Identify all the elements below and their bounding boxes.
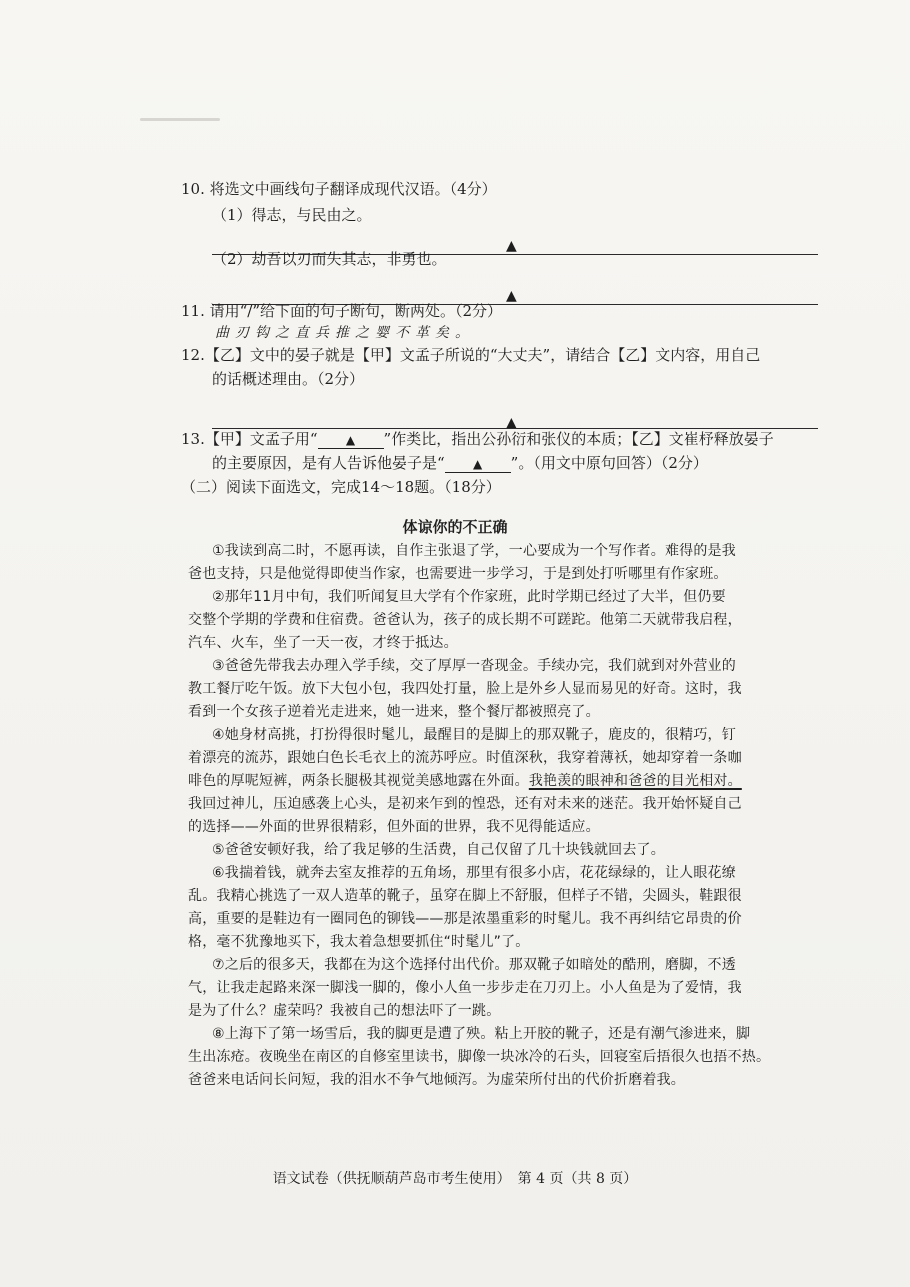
essay-line: 气，让我走起路来深一脚浅一脚的，像小人鱼一步步走在刀刃上。小人鱼是为了爱情，我	[188, 980, 742, 996]
essay-line: ⑤爸爸安顿好我，给了我足够的生活费，自己仅留了几十块钱就回去了。	[212, 842, 665, 858]
essay-line: 爸也支持，只是他觉得即使当作家，也需要进一步学习，于是到处打听哪里有作家班。	[188, 566, 728, 582]
question-13-line-1: 13.【甲】文孟子用“ ▲ ”作类比，指出公孙衍和张仪的本质；【乙】文崔杼释放晏子	[181, 430, 774, 448]
essay-line: ④她身材高挑，打扮得很时髦儿，最醒目的是脚上的那双靴子，鹿皮的，很精巧，钉	[212, 727, 736, 743]
essay-line: 乱。我精心挑选了一双人造革的靴子，虽穿在脚上不舒服，但样子不错，尖圆头，鞋跟很	[188, 888, 742, 904]
essay-line: 我回过神儿，压迫感袭上心头，是初来乍到的惶恐，还有对未来的迷茫。我开始怀疑自己	[188, 796, 742, 812]
essay-line: 啡色的厚呢短裤，两条长腿极其视觉美感地露在外面。我艳羡的眼神和爸爸的目光相对。	[188, 773, 742, 789]
essay-line: 着漂亮的流苏，跟她白色长毛衣上的流苏呼应。时值深秋，我穿着薄袄，她却穿着一条咖	[188, 750, 742, 766]
question-11-stem: 11. 请用“/”给下面的句子断句，断两处。（2分）	[181, 302, 503, 320]
essay-title: 体谅你的不正确	[402, 518, 508, 536]
blank-1: ▲	[318, 432, 384, 449]
underlined-sentence: 我艳羡的眼神和爸爸的目光相对。	[528, 773, 742, 789]
essay-line: 高，重要的是鞋边有一圈同色的铆钱——那是浓墨重彩的时髦儿。我不再纠结它昂贵的价	[188, 911, 742, 927]
question-10-part-1: （1）得志，与民由之。	[212, 206, 372, 224]
question-11-sentence: 曲刃钩之直兵推之婴不革矣。	[215, 325, 475, 341]
answer-marker-triangle: ▲	[506, 415, 517, 431]
section-2-heading: （二）阅读下面选文，完成14～18题。（18分）	[181, 478, 501, 496]
essay-line: 教工餐厅吃午饭。放下大包小包，我四处打量，脸上是外乡人显而易见的好奇。这时，我	[188, 681, 742, 697]
essay-line: 看到一个女孩子逆着光走进来，她一进来，整个餐厅都被照亮了。	[188, 704, 600, 720]
essay-line: 格，毫不犹豫地买下，我太着急想要抓住“时髦儿”了。	[188, 934, 530, 950]
question-13-line-2: 的主要原因，是有人告诉他晏子是“ ▲ ”。（用文中原句回答）（2分）	[212, 454, 708, 472]
question-12-line-2: 的话概述理由。（2分）	[212, 370, 365, 388]
question-10-part-2: （2）劫吾以刃而失其志，非勇也。	[212, 250, 447, 268]
essay-line: ⑧上海下了第一场雪后，我的脚更是遭了殃。粘上开胶的靴子，还是有潮气渗进来，脚	[212, 1026, 751, 1042]
essay-line: 爸爸来电话问长问短，我的泪水不争气地倾泻。为虚荣所付出的代价折磨着我。	[188, 1072, 685, 1088]
scan-mark	[140, 118, 220, 121]
essay-line: ①我读到高二时，不愿再读，自作主张退了学，一心要成为一个写作者。难得的是我	[212, 543, 736, 559]
blank-2: ▲	[445, 456, 511, 473]
essay-line: ⑥我揣着钱，就奔去室友推荐的五角场，那里有很多小店，花花绿绿的，让人眼花缭	[212, 865, 736, 881]
answer-marker-triangle: ▲	[506, 288, 517, 304]
answer-marker-triangle: ▲	[506, 238, 517, 254]
question-12-line-1: 12.【乙】文中的晏子就是【甲】文孟子所说的“大丈夫”，请结合【乙】文内容，用自己	[181, 346, 761, 364]
essay-line: 生出冻疮。夜晚坐在南区的自修室里读书，脚像一块冰冷的石头，回寝室后捂很久也捂不热。	[188, 1049, 771, 1065]
essay-line: 汽车、火车，坐了一天一夜，才终于抵达。	[188, 635, 458, 651]
question-10-stem: 10. 将选文中画线句子翻译成现代汉语。（4分）	[181, 180, 497, 198]
essay-line: ②那年11月中旬，我们听闻复旦大学有个作家班，此时学期已经过了大半，但仍要	[212, 589, 726, 605]
essay-line: 交整个学期的学费和住宿费。爸爸认为，孩子的成长期不可蹉跎。他第二天就带我启程，	[188, 612, 742, 628]
essay-line: ⑦之后的很多天，我都在为这个选择付出代价。那双靴子如暗处的酷刑，磨脚，不透	[212, 957, 736, 973]
essay-line: 是为了什么？虚荣吗？我被自己的想法吓了一跳。	[188, 1003, 501, 1019]
page-footer: 语文试卷（供抚顺葫芦岛市考生使用） 第 4 页（共 8 页）	[272, 1171, 638, 1187]
essay-line: ③爸爸先带我去办理入学手续，交了厚厚一沓现金。手续办完，我们就到对外营业的	[212, 658, 736, 674]
essay-line: 的选择——外面的世界很精彩，但外面的世界，我不见得能适应。	[188, 819, 600, 835]
